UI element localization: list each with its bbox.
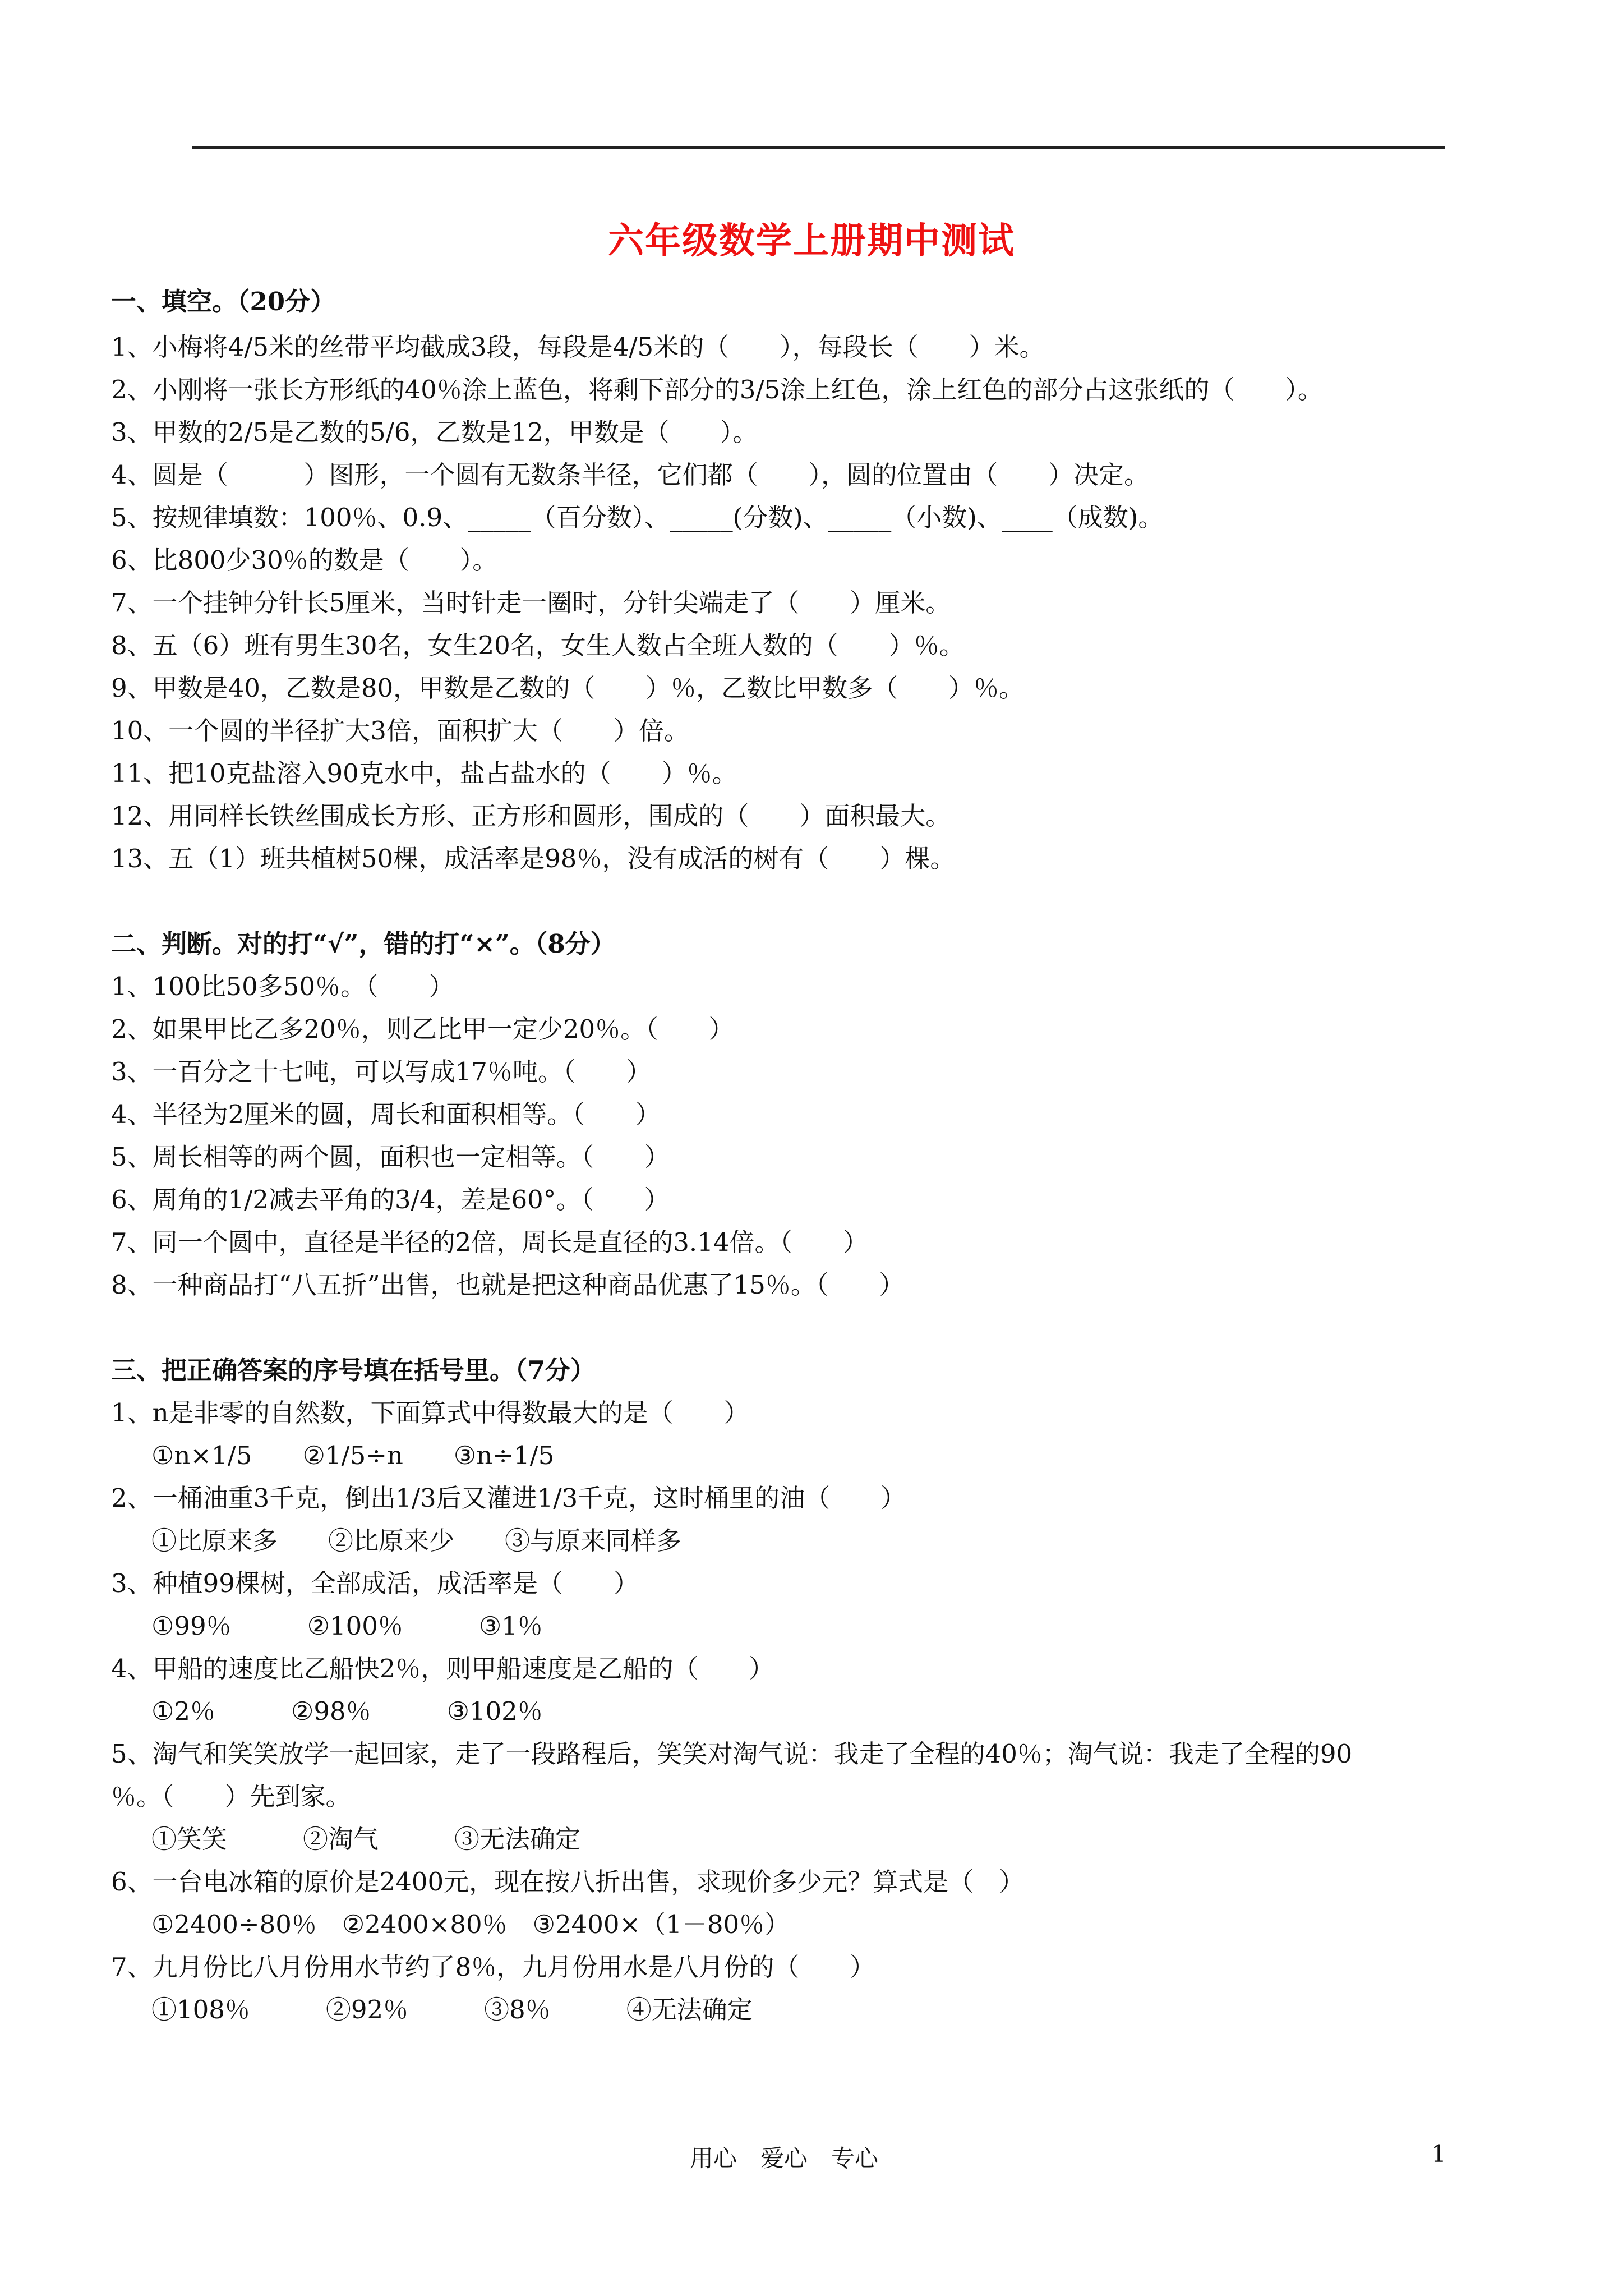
question-item: 3、一百分之十七吨，可以写成17％吨。（ ）: [111, 1057, 652, 1087]
question-item: 1、n是非零的自然数，下面算式中得数最大的是（ ）: [111, 1398, 749, 1428]
question-item: 7、九月份比八月份用水节约了8％，九月份用水是八月份的（ ）: [111, 1952, 875, 1982]
question-item: 7、一个挂钟分针长5厘米，当时针走一圈时，分针尖端走了（ ）厘米。: [111, 588, 951, 618]
question-item: 5、按规律填数：100％、0.9、_____（百分数）、_____(分数)、_____（小数)、____（成数)。: [111, 503, 1164, 532]
answer-options: ①笑笑 ②淘气 ③无法确定: [151, 1824, 581, 1854]
question-item: 8、一种商品打“八五折”出售，也就是把这种商品优惠了15％。（ ）: [111, 1270, 905, 1300]
question-item: 1、100比50多50％。（ ）: [111, 972, 454, 1001]
page-number: 1: [1431, 2140, 1446, 2168]
question-item: 13、五（1）班共植树50棵，成活率是98％，没有成活的树有（ ）棵。: [111, 844, 956, 873]
question-item: 5、淘气和笑笑放学一起回家，走了一段路程后，笑笑对淘气说：我走了全程的40％；淘气说：我走了全程的90: [111, 1739, 1353, 1769]
question-item: 7、同一个圆中，直径是半径的2倍，周长是直径的3.14倍。（ ）: [111, 1227, 868, 1257]
question-item-continued: ％。（ ）先到家。: [111, 1782, 351, 1811]
question-item: 3、种植99棵树，全部成活，成活率是（ ）: [111, 1568, 639, 1598]
question-item: 2、小刚将一张长方形纸的40％涂上蓝色，将剩下部分的3/5涂上红色，涂上红色的部分占这张纸的（ ）。: [111, 375, 1323, 404]
question-item: 2、如果甲比乙多20％，则乙比甲一定少20％。（ ）: [111, 1014, 734, 1044]
answer-options: ①n×1/5 ②1/5÷n ③n÷1/5: [151, 1441, 555, 1470]
question-item: 3、甲数的2/5是乙数的5/6，乙数是12，甲数是（ ）。: [111, 417, 758, 447]
question-item: 4、圆是（ ）图形，一个圆有无数条半径，它们都（ ），圆的位置由（ ）决定。: [111, 460, 1150, 490]
answer-options: ①2％ ②98％ ③102％: [151, 1696, 543, 1726]
question-item: 9、甲数是40，乙数是80，甲数是乙数的（ ）％，乙数比甲数多（ ）％。: [111, 673, 1025, 703]
section-heading: 三、把正确答案的序号填在括号里。（7分）: [111, 1355, 596, 1385]
question-item: 6、周角的1/2减去平角的3/4，差是60°。（ ）: [111, 1185, 670, 1214]
question-item: 4、甲船的速度比乙船快2％，则甲船速度是乙船的（ ）: [111, 1654, 774, 1683]
question-item: 12、用同样长铁丝围成长方形、正方形和圆形，围成的（ ）面积最大。: [111, 801, 951, 831]
answer-options: ①比原来多 ②比原来少 ③与原来同样多: [151, 1526, 682, 1556]
page-title: 六年级数学上册期中测试: [608, 220, 1015, 262]
question-item: 6、比800少30％的数是（ ）。: [111, 545, 498, 575]
question-item: 8、五（6）班有男生30名，女生20名，女生人数占全班人数的（ ）％。: [111, 631, 965, 660]
question-item: 5、周长相等的两个圆，面积也一定相等。（ ）: [111, 1142, 670, 1172]
footer-motto: 用心 爱心 专心: [690, 2145, 879, 2172]
section-heading: 二、判断。对的打“√”，错的打“×”。（8分）: [111, 929, 616, 959]
header-rule: [192, 146, 1445, 149]
answer-options: ①99％ ②100％ ③1％: [151, 1611, 543, 1641]
answer-options: ①108％ ②92％ ③8％ ④无法确定: [151, 1995, 753, 2024]
question-item: 6、一台电冰箱的原价是2400元，现在按八折出售，求现价多少元？算式是（ ）: [111, 1867, 1025, 1897]
question-item: 1、小梅将4/5米的丝带平均截成3段，每段是4/5米的（ ），每段长（ ）米。: [111, 332, 1045, 362]
question-item: 11、把10克盐溶入90克水中，盐占盐水的（ ）％。: [111, 758, 737, 788]
question-item: 2、一桶油重3千克，倒出1/3后又灌进1/3千克，这时桶里的油（ ）: [111, 1483, 906, 1513]
answer-options: ①2400÷80％ ②2400×80％ ③2400×（1－80％）: [151, 1910, 790, 1939]
question-item: 4、半径为2厘米的圆，周长和面积相等。（ ）: [111, 1099, 661, 1129]
question-item: 10、一个圆的半径扩大3倍，面积扩大（ ）倍。: [111, 716, 689, 746]
section-heading: 一、填空。（20分）: [111, 287, 336, 316]
